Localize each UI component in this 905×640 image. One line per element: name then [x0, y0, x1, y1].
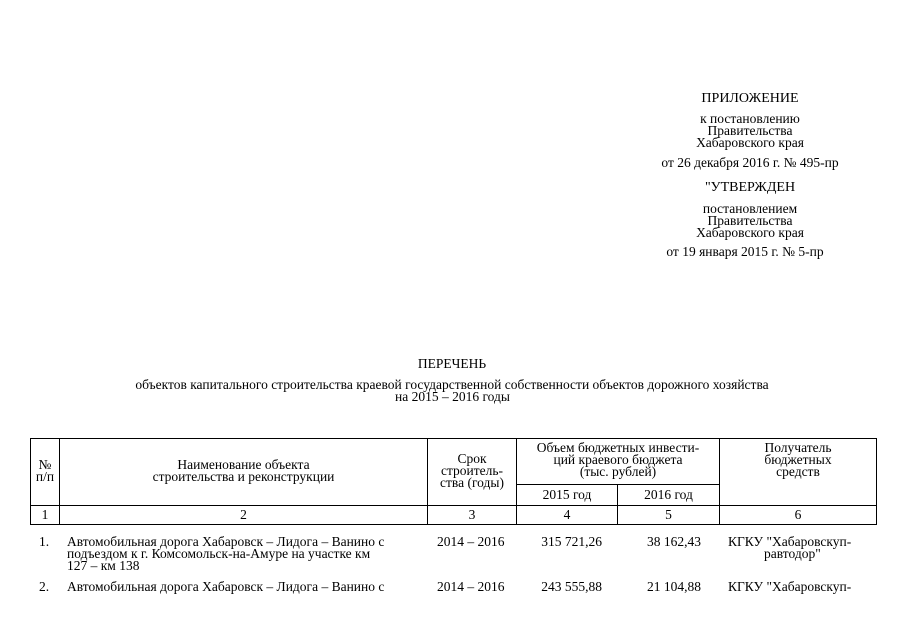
col-number-1: 1 [41, 507, 49, 522]
approved-date: от 19 января 2015 г. № 5-пр [666, 244, 824, 259]
row-num: 1. [39, 534, 50, 549]
row-name-line2: подъездом к г. Комсомольск-на-Амуре на участке км [67, 546, 371, 561]
appendix-to-line3: Хабаровского края [696, 135, 804, 150]
header-budget-line3: (тыс. рублей) [579, 464, 657, 479]
approved-title: "УТВЕРЖДЕН [704, 180, 796, 195]
row-value-2016: 21 104,88 [647, 579, 701, 594]
row-term: 2014 – 2016 [437, 579, 505, 594]
header-budget-line2: ций краевого бюджета [553, 452, 683, 467]
row-name-line1: Автомобильная дорога Хабаровск – Лидога – Ванино с [67, 579, 385, 594]
row-value-2016: 38 162,43 [647, 534, 701, 549]
approved-line1: постановлением [702, 201, 798, 216]
header-year-2016: 2016 год [644, 487, 693, 502]
row-value-2015: 243 555,88 [541, 579, 602, 594]
appendix-to-line2: Правительства [707, 123, 793, 138]
col-number-4: 4 [563, 507, 571, 522]
header-recipient-line3: средств [776, 464, 820, 479]
col-number-3: 3 [468, 507, 476, 522]
appendix-title: ПРИЛОЖЕНИЕ [701, 91, 799, 106]
row-recipient-line1: КГКУ "Хабаровскуп- [728, 534, 852, 549]
header-recipient-line1: Получатель [764, 440, 832, 455]
header-recipient-line2: бюджетных [764, 452, 832, 467]
header-name-line2: строительства и реконструкции [152, 469, 335, 484]
list-title: ПЕРЕЧЕНЬ [417, 356, 487, 371]
col-number-6: 6 [794, 507, 802, 522]
row-recipient-line1: КГКУ "Хабаровскуп- [728, 579, 852, 594]
header-term-line2: строитель- [440, 463, 504, 478]
header-term-line1: Срок [457, 451, 487, 466]
row-term: 2014 – 2016 [437, 534, 505, 549]
approved-line2: Правительства [707, 213, 793, 228]
col-number-2: 2 [240, 507, 247, 522]
header-year-2015: 2015 год [542, 487, 592, 502]
header-name-line1: Наименование объекта [177, 457, 310, 472]
row-value-2015: 315 721,26 [541, 534, 602, 549]
header-num-line2: п/п [35, 469, 55, 484]
list-subtitle-line1: объектов капитального строительства краевой государственной собственности объектов дорожного хозяйства [135, 377, 769, 392]
header-num-line1: № [38, 457, 52, 472]
row-name-line3: 127 – км 138 [67, 558, 140, 573]
appendix-date: от 26 декабря 2016 г. № 495-пр [661, 155, 839, 170]
list-subtitle-line2: на 2015 – 2016 годы [395, 389, 510, 404]
appendix-to-line1: к постановлению [700, 111, 800, 126]
row-recipient-line2: равтодор" [764, 546, 821, 561]
header-term-line3: ства (годы) [440, 475, 504, 490]
col-number-5: 5 [665, 507, 672, 522]
row-name-line1: Автомобильная дорога Хабаровск – Лидога – Ванино с [67, 534, 385, 549]
header-budget-line1: Объем бюджетных инвести- [536, 440, 700, 455]
approved-line3: Хабаровского края [696, 225, 804, 240]
row-num: 2. [39, 579, 50, 594]
